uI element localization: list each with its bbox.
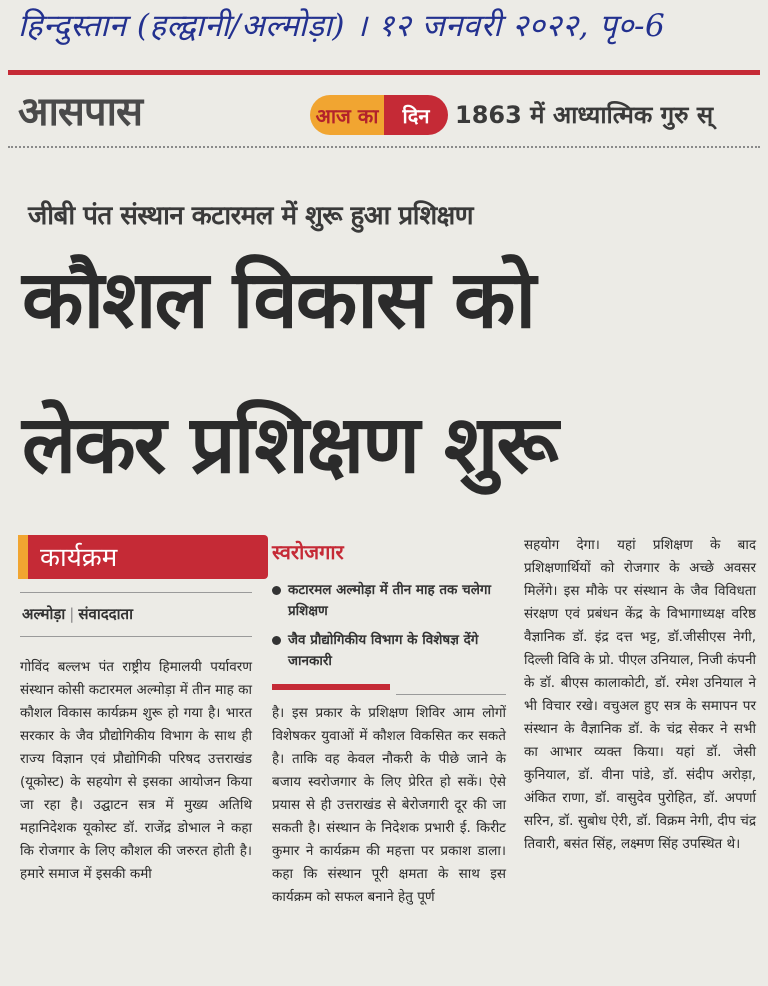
section-divider (8, 146, 760, 148)
masthead-rule (8, 70, 760, 75)
aaj-ka-label: आज का (310, 95, 384, 135)
article-column-1: गोविंद बल्लभ पंत राष्ट्रीय हिमालयी पर्यावरण संस्थान कोसी कटारमल अल्मोड़ा में तीन माह का कौशल विकास कार्यक्रम शुरू हो गया है। भारत सरकार के जैव प्रौद्योगिकीय विभाग के साथ ही राज्य विज्ञान एवं प्रौद्योगिकी परिषद उत्तराखंड (यूकोस्ट) के सहयोग से इसका आयोजन किया जा रहा है। उद्घाटन सत्र में मुख्य अतिथि महानिदेशक यूकोस्ट डॉ. राजेंद्र डोभाल ने कहा कि रोजगार के लिए कौशल की जरुरत होती है। हमारे समाज में इसकी कमी (20, 659, 252, 882)
aaj-ka-din-text: 1863 में आध्यात्मिक गुरु स् (455, 101, 714, 129)
article-column-3: सहयोग देगा। यहां प्रशिक्षण के बाद प्रशिक्षणार्थियों को रोजगार के अच्छे अवसर मिलेंगे। इस मौके पर संस्थान के जैव विविधता संरक्षण एवं प्रबंधन केंद्र के विभागाध्यक्ष वरिष्ठ वैज्ञानिक डॉ. इंद्र दत्त भट्ट, डॉ.जीसीएस नेगी, दिल्ली विवि के प्रो. पीएल उनियाल, निजी कंपनी के डॉ. बीएस कालाकोटी, डॉ. रमेश उनियाल ने भी विचार रखे। वचुअल हुए सत्र के समापन पर संस्थान के वैज्ञानिक डॉ. के चंद्र सेकर ने सभी का आभार व्यक्त किया। यहां डॉ. जेसी कुनियाल, डॉ. वीना पांडे, डॉ. संदीप अरोड़ा, अंकित राणा, डॉ. वासुदेव पुरोहित, डॉ. अपर्णा सरिन, डॉ. सुबोध ऐरी, डॉ. विक्रम नेगी, दीप चंद्र तिवारी, बसंत सिंह, लक्ष्मण सिंह उपस्थित थे। (524, 537, 756, 852)
highlight-item (272, 580, 506, 622)
byline (22, 604, 133, 624)
highlight-list (272, 580, 506, 680)
handwritten-source-note: हिन्दुस्तान (हल्द्वानी/अल्मोड़ा) । १२ जनवरी २०२२, पृ०-6 (18, 8, 666, 44)
highlight-underline (272, 684, 390, 690)
highlight-item (272, 630, 506, 672)
byline-place: अल्मोड़ा (22, 605, 66, 623)
highlight-title: स्वरोजगार (272, 540, 344, 564)
headline-line-2: लेकर प्रशिक्षण शुरू (22, 398, 557, 491)
byline-separator: | (69, 605, 75, 623)
highlight-text: जैव प्रौद्योगिकीय विभाग के विशेषज्ञ देंगे जानकारी (288, 632, 479, 669)
section-label: आसपास (18, 89, 143, 135)
highlight-text: कटारमल अल्मोड़ा में तीन माह तक चलेगा प्रशिक्षण (288, 582, 491, 619)
din-label: दिन (384, 95, 448, 135)
article-column-2: है। इस प्रकार के प्रशिक्षण शिविर आम लोगों विशेषकर युवाओं में कौशल विकसित कर सकते है। ताकि वह केवल नौकरी के पीछे जाने के बजाय स्वरोजगार के लिए प्रेरित हो सकें। ऐसे प्रयास से ही उत्तराखंड से बेरोजगारी दूर की जा सकती है। संस्थान के निदेशक प्रभारी ई. किरीट कुमार ने कार्यक्रम की महत्ता पर प्रकाश डाला। कहा कि संस्थान पूरी क्षमता के साथ इस कार्यक्रम को सफल बनाने हेतु पूर्ण (272, 705, 506, 905)
category-label: कार्यक्रम (40, 543, 118, 573)
article-kicker: जीबी पंत संस्थान कटारमल में शुरू हुआ प्रशिक्षण (28, 201, 474, 231)
byline-top-rule (20, 592, 252, 593)
aaj-ka-din-badge (310, 95, 448, 135)
byline-source: संवाददाता (78, 605, 133, 623)
headline-line-1: कौशल विकास को (22, 253, 535, 346)
highlight-rule (396, 694, 506, 695)
bullet-icon (272, 636, 281, 645)
bullet-icon (272, 586, 281, 595)
byline-bottom-rule (20, 636, 252, 637)
